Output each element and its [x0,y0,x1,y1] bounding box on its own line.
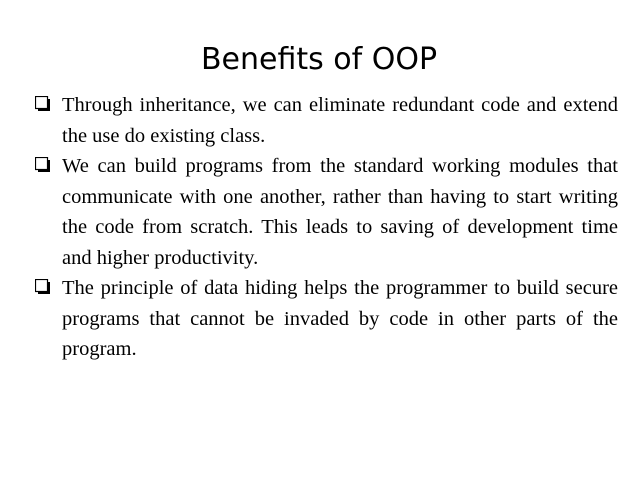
bullet-text: We can build programs from the standard working modules that communicate with one another, rather than having to start writing the code from scratch. This leads to saving of development time and higher productivity. [62,155,618,269]
bullet-item [34,151,618,273]
bullet-text: The principle of data hiding helps the programmer to build secure programs that cannot be invaded by code in other parts of the program. [62,277,618,360]
bullet-text: Through inheritance, we can eliminate redundant code and extend the use do existing class. [62,94,618,147]
hollow-square-bullet-icon [35,157,51,173]
hollow-square-bullet-icon [35,96,51,112]
hollow-square-bullet-icon [35,279,51,295]
bullet-list [34,90,618,365]
bullet-item [34,90,618,151]
bullet-item [34,273,618,365]
slide-title: Benefits of OOP [200,42,438,77]
